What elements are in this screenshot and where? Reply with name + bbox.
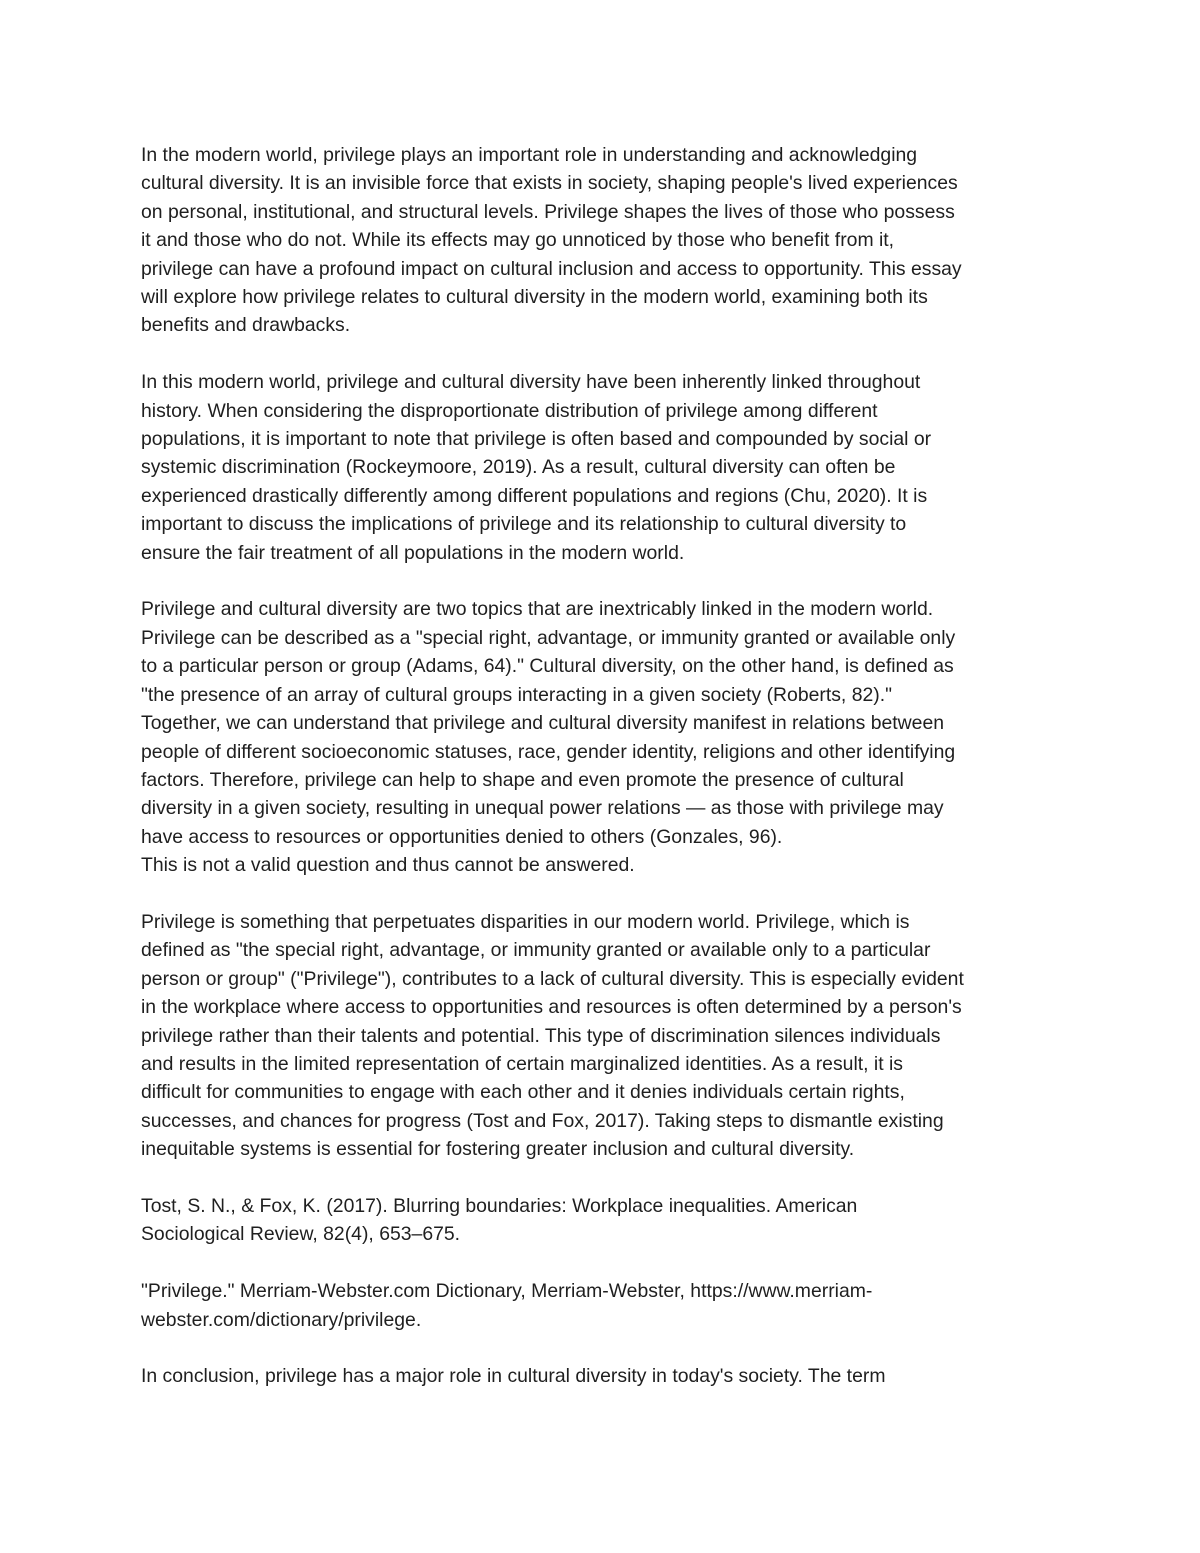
text-line: webster.com/dictionary/privilege.: [141, 1308, 422, 1331]
text-line: Sociological Review, 82(4), 653–675.: [141, 1223, 461, 1246]
text-line: Privilege can be described as a "special right, advantage, or immunity granted or available only: [141, 626, 956, 649]
text-line: important to discuss the implications of privilege and its relationship to cultural diversity to: [141, 513, 907, 536]
paragraph-disparities: [141, 908, 1066, 1164]
text-line: will explore how privilege relates to cultural diversity in the modern world, examining both its: [141, 286, 928, 309]
text-line: defined as "the special right, advantage, or immunity granted or available only to a particular: [141, 939, 931, 962]
text-line: it and those who do not. While its effects may go unnoticed by those who benefit from it,: [141, 229, 895, 252]
paragraph-history: [141, 368, 1066, 567]
paragraph-conclusion: [141, 1362, 1066, 1390]
text-line: inequitable systems is essential for fostering greater inclusion and cultural diversity.: [141, 1138, 855, 1161]
text-line: This is not a valid question and thus cannot be answered.: [141, 854, 635, 877]
text-line: difficult for communities to engage with each other and it denies individuals certain rights,: [141, 1081, 905, 1104]
text-line: people of different socioeconomic statuses, race, gender identity, religions and other identifying: [141, 740, 956, 763]
paragraph-intro: [141, 141, 1066, 340]
text-line: have access to resources or opportunities denied to others (Gonzales, 96).: [141, 825, 783, 848]
text-line: Privilege is something that perpetuates disparities in our modern world. Privilege, which is: [141, 910, 910, 933]
text-line: populations, it is important to note that privilege is often based and compounded by social or: [141, 428, 932, 451]
reference-tost-fox: [141, 1192, 1066, 1249]
text-line: benefits and drawbacks.: [141, 314, 351, 337]
text-line: systemic discrimination (Rockeymoore, 2019). As a result, cultural diversity can often be: [141, 456, 896, 479]
text-line: Privilege and cultural diversity are two topics that are inextricably linked in the modern world.: [141, 598, 934, 621]
text-line: diversity in a given society, resulting in unequal power relations — as those with privilege may: [141, 797, 944, 820]
text-line: to a particular person or group (Adams, 64)." Cultural diversity, on the other hand, is defined as: [141, 655, 954, 678]
paragraph-definitions: [141, 595, 1066, 879]
text-line: ensure the fair treatment of all populations in the modern world.: [141, 541, 685, 564]
text-line: and results in the limited representation of certain marginalized identities. As a result, it is: [141, 1052, 904, 1075]
text-line: history. When considering the disproportionate distribution of privilege among different: [141, 399, 878, 422]
text-line: Together, we can understand that privilege and cultural diversity manifest in relations between: [141, 712, 945, 735]
text-line: factors. Therefore, privilege can help to shape and even promote the presence of cultural: [141, 768, 904, 791]
text-line: "the presence of an array of cultural groups interacting in a given society (Roberts, 82).": [141, 683, 892, 706]
text-line: In the modern world, privilege plays an important role in understanding and acknowledging: [141, 144, 918, 166]
text-line: Tost, S. N., & Fox, K. (2017). Blurring boundaries: Workplace inequalities. American: [141, 1194, 858, 1217]
document-body: [141, 141, 1066, 1391]
text-line: In conclusion, privilege has a major role in cultural diversity in today's society. The term: [141, 1365, 886, 1388]
text-line: "Privilege." Merriam-Webster.com Dictionary, Merriam-Webster, https://www.merriam-: [141, 1280, 873, 1303]
text-line: successes, and chances for progress (Tost and Fox, 2017). Taking steps to dismantle existing: [141, 1109, 944, 1132]
text-line: experienced drastically differently among different populations and regions (Chu, 2020). It is: [141, 484, 928, 507]
text-line: In this modern world, privilege and cultural diversity have been inherently linked throughout: [141, 371, 921, 394]
text-line: privilege can have a profound impact on cultural inclusion and access to opportunity. This essay: [141, 257, 962, 280]
text-line: privilege rather than their talents and potential. This type of discrimination silences individuals: [141, 1024, 941, 1047]
text-line: cultural diversity. It is an invisible force that exists in society, shaping people's lived experiences: [141, 172, 958, 195]
text-line: on personal, institutional, and structural levels. Privilege shapes the lives of those who possess: [141, 200, 955, 223]
reference-merriam-webster: [141, 1277, 1066, 1334]
text-line: in the workplace where access to opportunities and resources is often determined by a person's: [141, 996, 962, 1019]
text-line: person or group" ("Privilege"), contributes to a lack of cultural diversity. This is especially evident: [141, 967, 964, 990]
